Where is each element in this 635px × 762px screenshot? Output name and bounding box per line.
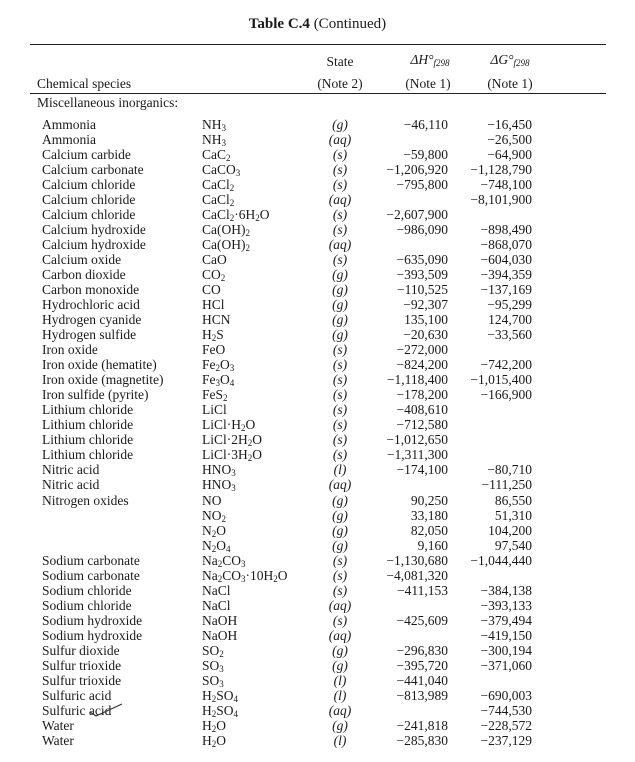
table-row	[0, 417, 635, 432]
delta-g: −419,150	[480, 627, 532, 643]
state: (g)	[332, 282, 348, 298]
header-rule	[30, 93, 606, 94]
delta-g: −300,194	[480, 642, 532, 658]
formula: $LiCl\cdot H_2O$	[202, 417, 256, 434]
delta-g: −16,450	[487, 117, 532, 132]
delta-g: 124,700	[488, 312, 532, 328]
chemical-species: Lithium chloride	[42, 447, 134, 463]
delta-h: −92,307	[403, 297, 448, 313]
chemical-species: Carbon dioxide	[42, 267, 126, 283]
header-state-note: (Note 2)	[317, 76, 363, 91]
table-row	[0, 342, 635, 357]
chemical-species: Lithium chloride	[42, 432, 134, 448]
delta-g: −1,015,400	[470, 372, 532, 388]
delta-g: 97,540	[494, 537, 532, 553]
state: (g)	[332, 507, 348, 523]
delta-g: 104,200	[488, 522, 532, 538]
chemical-species: Water	[42, 732, 74, 748]
table-row	[0, 462, 635, 477]
delta-h: 33,180	[410, 507, 448, 523]
state: (s)	[332, 252, 348, 268]
chemical-species: Sodium carbonate	[42, 552, 140, 568]
delta-g: −1,044,440	[470, 552, 532, 568]
formula: CO	[202, 282, 221, 298]
delta-h: −20,630	[403, 327, 448, 343]
delta-g: −690,003	[480, 687, 532, 703]
chemical-species: Hydrogen cyanide	[42, 312, 142, 328]
formula: $Ca(OH)_2$	[202, 237, 250, 254]
delta-h: 82,050	[410, 522, 448, 538]
table-row	[0, 117, 635, 132]
chemical-species: Sodium chloride	[42, 597, 132, 613]
formula: NO	[202, 492, 222, 508]
delta-h: −296,830	[396, 642, 448, 658]
formula: $Ca(OH)_2$	[202, 222, 250, 239]
table-row	[0, 177, 635, 192]
formula: CaCO$_3$	[202, 162, 241, 179]
formula: $LiCl\cdot 3H_2O$	[202, 447, 262, 464]
formula: $NH_3$	[202, 132, 226, 149]
delta-h: −635,090	[396, 252, 448, 268]
delta-h: −408,610	[396, 402, 448, 418]
chemical-species: Iron oxide (magnetite)	[42, 372, 164, 388]
delta-h: −1,206,920	[386, 162, 448, 178]
state: (g)	[332, 642, 348, 658]
delta-h: −1,118,400	[386, 372, 448, 388]
delta-g: −80,710	[487, 462, 532, 478]
formula: $CaCl_2\cdot 6H_2O$	[202, 207, 270, 224]
state: (g)	[332, 117, 348, 132]
table-row	[0, 282, 635, 297]
delta-h: −110,525	[397, 282, 448, 298]
delta-g: −64,900	[487, 147, 532, 163]
chemical-species: Lithium chloride	[42, 402, 134, 418]
formula: $NH_3$	[202, 117, 226, 133]
table-row	[0, 508, 635, 523]
state: (aq)	[328, 132, 352, 148]
delta-h: −411,153	[397, 582, 448, 598]
formula: $H_2O$	[202, 717, 226, 734]
table-row	[0, 568, 635, 583]
table-row	[0, 252, 635, 267]
chemical-species: Sulfuric acid	[42, 702, 112, 718]
formula: $N_2O$	[202, 522, 226, 539]
state: (s)	[332, 177, 348, 193]
state: (g)	[332, 717, 348, 733]
delta-g: −8,101,900	[470, 192, 532, 208]
formula: CaO	[202, 252, 227, 268]
state: (s)	[332, 372, 348, 388]
state: (g)	[332, 312, 348, 328]
formula: CaCl$_2$	[202, 192, 235, 209]
state: (aq)	[328, 597, 352, 613]
table-row	[0, 658, 635, 673]
state: (g)	[332, 297, 348, 313]
state: (g)	[332, 522, 348, 538]
formula: FeS$_2$	[202, 387, 228, 404]
formula: $H_2SO_4$	[202, 702, 239, 719]
table-row	[0, 222, 635, 237]
table-row	[0, 147, 635, 162]
formula: LiCl	[202, 402, 227, 418]
formula: CaCl$_2$	[202, 177, 235, 194]
chemical-species: Iron oxide (hematite)	[42, 357, 157, 373]
delta-h: −174,100	[396, 462, 448, 478]
delta-g: −604,030	[480, 252, 532, 268]
chemical-species: Calcium hydroxide	[42, 237, 146, 253]
chemical-species: Sulfur trioxide	[42, 672, 122, 688]
state: (g)	[332, 492, 348, 508]
table-row	[0, 402, 635, 417]
header-dg-note: (Note 1)	[487, 76, 533, 91]
chemical-species: Nitric acid	[42, 477, 100, 493]
state: (aq)	[328, 192, 352, 208]
formula: NaCl	[202, 582, 231, 598]
chemical-species: Hydrogen sulfide	[42, 327, 137, 343]
state: (aq)	[328, 627, 352, 643]
delta-h: −178,200	[396, 387, 448, 403]
state: (g)	[332, 537, 348, 553]
formula: $SO_2$	[202, 642, 224, 659]
formula: NaOH	[202, 627, 238, 643]
delta-g: −748,100	[480, 177, 532, 193]
state: (s)	[332, 222, 348, 238]
table-row	[0, 718, 635, 733]
header-dh-note: (Note 1)	[405, 76, 451, 91]
state: (s)	[332, 387, 348, 403]
delta-h: −46,110	[403, 117, 448, 132]
chemical-species: Calcium carbonate	[42, 162, 144, 178]
chemical-species: Carbon monoxide	[42, 282, 140, 298]
formula: CaC$_2$	[202, 147, 231, 164]
delta-h: −1,311,300	[386, 447, 448, 463]
state: (s)	[332, 207, 348, 223]
delta-g: −137,169	[480, 282, 532, 298]
table-row	[0, 477, 635, 492]
chemical-species: Sodium hydroxide	[42, 627, 143, 643]
table-row	[0, 447, 635, 462]
state: (s)	[332, 432, 348, 448]
table-row	[0, 372, 635, 387]
formula: $HNO_3$	[202, 477, 236, 494]
header-dh: $\Delta H^\circ_{f298}$	[410, 52, 450, 68]
formula: $H_2O$	[202, 732, 226, 749]
chemical-species: Calcium oxide	[42, 252, 122, 268]
delta-g: −95,299	[487, 297, 532, 313]
chemical-species: Ammonia	[42, 117, 96, 132]
table-row	[0, 733, 635, 748]
delta-g: −228,572	[480, 717, 532, 733]
chemical-species: Sulfur trioxide	[42, 657, 122, 673]
delta-g: −111,250	[481, 477, 532, 493]
table-row	[0, 357, 635, 372]
checkmark-icon	[88, 702, 124, 718]
state: (g)	[332, 267, 348, 283]
table-row	[0, 598, 635, 613]
table-row	[0, 583, 635, 598]
table-row	[0, 267, 635, 282]
state: (s)	[332, 342, 348, 358]
delta-h: −285,830	[396, 732, 448, 748]
chemical-species: Calcium hydroxide	[42, 222, 146, 238]
state: (s)	[332, 417, 348, 433]
state: (s)	[332, 612, 348, 628]
formula: $Na_2CO_3\cdot 10H_2O$	[202, 567, 288, 584]
delta-g: −742,200	[480, 357, 532, 373]
formula: NaCl	[202, 597, 231, 613]
table-row	[0, 192, 635, 207]
delta-g: −384,138	[480, 582, 532, 598]
state: (aq)	[328, 477, 352, 493]
delta-h: −59,800	[403, 147, 448, 163]
delta-h: −393,509	[396, 267, 448, 283]
state: (l)	[333, 462, 347, 478]
delta-h: 135,100	[404, 312, 448, 328]
table-row	[0, 553, 635, 568]
state: (s)	[332, 447, 348, 463]
table-row	[0, 297, 635, 312]
delta-h: 9,160	[417, 537, 448, 553]
table-row	[0, 327, 635, 342]
formula: $Fe_3O_4$	[202, 372, 235, 389]
formula: $CO_2$	[202, 267, 226, 284]
delta-h: 90,250	[410, 492, 448, 508]
chemical-species: Sodium carbonate	[42, 567, 140, 583]
delta-g: 86,550	[494, 492, 532, 508]
header-dg: $\Delta G^\circ_{f298}$	[490, 52, 530, 68]
state: (l)	[333, 732, 347, 748]
chemical-species: Nitrogen oxides	[42, 492, 129, 508]
state: (aq)	[328, 702, 352, 718]
table-row	[0, 688, 635, 703]
state: (l)	[333, 672, 347, 688]
formula: $SO_3$	[202, 672, 224, 689]
delta-h: −824,200	[396, 357, 448, 373]
delta-g: −371,060	[480, 657, 532, 673]
table-row	[0, 523, 635, 538]
formula: $Na_2CO_3$	[202, 552, 246, 569]
chemical-species: Sulfur dioxide	[42, 642, 120, 658]
chemical-species: Sodium hydroxide	[42, 612, 143, 628]
delta-g: −166,900	[480, 387, 532, 403]
table-row	[0, 387, 635, 402]
delta-h: −441,040	[396, 672, 448, 688]
formula: $HNO_3$	[202, 462, 236, 479]
formula: $H_2S$	[202, 327, 224, 344]
delta-h: −712,580	[396, 417, 448, 433]
delta-h: −425,609	[396, 612, 448, 628]
delta-h: −2,607,900	[386, 207, 448, 223]
table-row	[0, 613, 635, 628]
formula: NaOH	[202, 612, 238, 628]
header-state: State	[326, 54, 354, 69]
table-row	[0, 312, 635, 327]
state: (g)	[332, 327, 348, 343]
formula: $H_2SO_4$	[202, 687, 239, 704]
state: (s)	[332, 582, 348, 598]
delta-g: −394,359	[480, 267, 532, 283]
state: (s)	[332, 162, 348, 178]
delta-h: −272,000	[396, 342, 448, 358]
section-title: Miscellaneous inorganics:	[37, 95, 179, 110]
state: (s)	[332, 567, 348, 583]
delta-h: −1,012,650	[386, 432, 448, 448]
formula: $LiCl\cdot 2H_2O$	[202, 432, 262, 449]
delta-g: −898,490	[480, 222, 532, 238]
table-row	[0, 207, 635, 222]
delta-h: −4,081,320	[386, 567, 448, 583]
table-row	[0, 162, 635, 177]
chemical-species: Calcium chloride	[42, 192, 136, 208]
delta-g: −237,129	[480, 732, 532, 748]
state: (s)	[332, 357, 348, 373]
table-row	[0, 673, 635, 688]
table-row	[0, 237, 635, 252]
formula: $SO_3$	[202, 657, 224, 674]
table-row	[0, 132, 635, 147]
chemical-species: Calcium chloride	[42, 177, 136, 193]
chemical-species: Iron sulfide (pyrite)	[42, 387, 149, 403]
table-row	[0, 432, 635, 447]
chemical-species: Nitric acid	[42, 462, 100, 478]
delta-g: −26,500	[487, 132, 532, 148]
delta-g: −744,530	[480, 702, 532, 718]
delta-g: −33,560	[487, 327, 532, 343]
table-row	[0, 538, 635, 553]
table-row	[0, 643, 635, 658]
delta-g: −868,070	[480, 237, 532, 253]
chemical-species: Hydrochloric acid	[42, 297, 140, 313]
state: (l)	[333, 687, 347, 703]
delta-g: −1,128,790	[470, 162, 532, 178]
state: (s)	[332, 402, 348, 418]
table-row	[0, 628, 635, 643]
delta-g: −379,494	[480, 612, 532, 628]
delta-g: −393,133	[480, 597, 532, 613]
delta-h: −1,130,680	[386, 552, 448, 568]
formula: $N_2O_4$	[202, 537, 231, 554]
chemical-species: Sodium chloride	[42, 582, 132, 598]
state: (s)	[332, 147, 348, 163]
delta-h: −395,720	[396, 657, 448, 673]
state: (g)	[332, 657, 348, 673]
delta-g: 51,310	[494, 507, 532, 523]
table-title: Table C.4 (Continued)	[248, 16, 387, 32]
delta-h: −986,090	[396, 222, 448, 238]
state: (s)	[332, 552, 348, 568]
chemical-species: Iron oxide	[42, 342, 98, 358]
chemical-species: Sulfuric acid	[42, 687, 112, 703]
header-species: Chemical species	[37, 76, 132, 91]
chemical-species: Lithium chloride	[42, 417, 134, 433]
chemical-species: Calcium chloride	[42, 207, 136, 223]
delta-h: −241,818	[396, 717, 448, 733]
chemical-species: Calcium carbide	[42, 147, 131, 163]
formula: $NO_2$	[202, 507, 226, 524]
formula: FeO	[202, 342, 226, 358]
formula: $Fe_2O_3$	[202, 357, 235, 374]
formula: HCl	[202, 297, 225, 313]
delta-h: −813,989	[396, 687, 448, 703]
top-rule	[30, 44, 606, 45]
delta-h: −795,800	[396, 177, 448, 193]
chemical-species: Water	[42, 717, 74, 733]
formula: HCN	[202, 312, 231, 328]
table-row	[0, 493, 635, 508]
chemical-species: Ammonia	[42, 132, 96, 148]
state: (aq)	[328, 237, 352, 253]
